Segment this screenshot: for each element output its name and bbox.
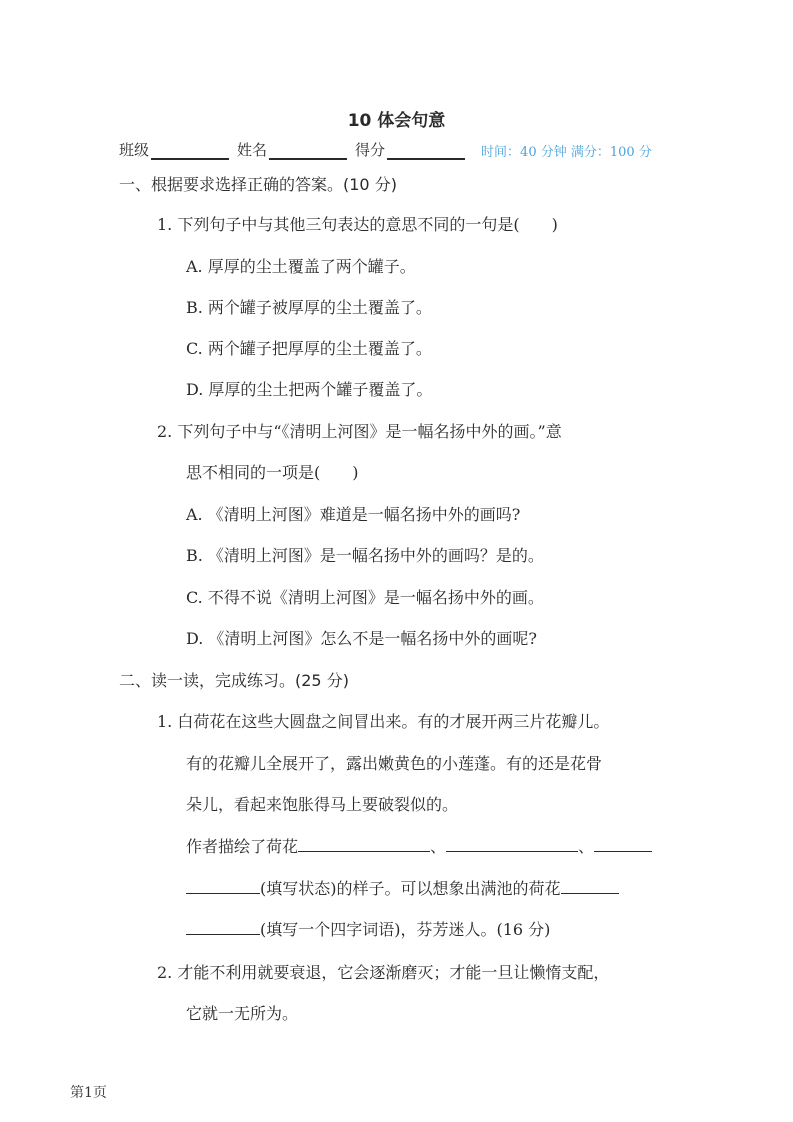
time-info: 时间：40 分钟 满分：100 分 — [481, 145, 652, 160]
separator: 、 — [578, 837, 595, 856]
q2-option-a[interactable]: A. 《清明上河图》难道是一幅名扬中外的画吗? — [186, 505, 521, 524]
fill-line-2 — [186, 876, 619, 899]
class-label: 班级 — [119, 141, 150, 159]
score-label: 得分 — [355, 141, 386, 159]
name-field[interactable] — [269, 144, 347, 160]
blank-state-3[interactable] — [594, 836, 652, 852]
fill-line-1 — [186, 834, 652, 857]
q1-option-b[interactable]: B. 两个罐子被厚厚的尘土覆盖了。 — [186, 298, 432, 317]
section2-heading: 二、读一读，完成练习。(25 分) — [119, 671, 349, 690]
q2-stem-line2: 思不相同的一项是( ) — [186, 463, 359, 482]
page-title: 10 体会句意 — [347, 111, 446, 131]
blank-state-1[interactable] — [298, 836, 430, 852]
separator: 、 — [430, 837, 447, 856]
q2-stem-line1: 2. 下列句子中与“《清明上河图》是一幅名扬中外的画。”意 — [157, 422, 562, 441]
passage-line-2: 有的花瓣儿全展开了，露出嫩黄色的小莲蓬。有的还是花骨 — [186, 754, 603, 773]
blank-state-3-cont[interactable] — [186, 878, 260, 894]
q2-option-b[interactable]: B. 《清明上河图》是一幅名扬中外的画吗？是的。 — [186, 546, 544, 565]
q2-line-1: 2. 才能不利用就要衰退，它会逐渐磨灭；才能一旦让懒惰支配， — [157, 963, 610, 982]
q2-option-c[interactable]: C. 不得不说《清明上河图》是一幅名扬中外的画。 — [186, 588, 544, 607]
q2-line-2: 它就一无所为。 — [186, 1004, 299, 1023]
fill-line-3 — [186, 917, 550, 940]
q2-option-d[interactable]: D. 《清明上河图》怎么不是一幅名扬中外的画呢? — [186, 629, 538, 648]
fill-line2-text: (填写状态)的样子。可以想象出满池的荷花 — [260, 879, 561, 898]
student-info-row — [119, 139, 652, 160]
section1-heading: 一、根据要求选择正确的答案。(10 分) — [119, 175, 397, 194]
q1-option-a[interactable]: A. 厚厚的尘土覆盖了两个罐子。 — [186, 257, 416, 276]
blank-state-2[interactable] — [446, 836, 578, 852]
fill-line3-text: (填写一个四字词语)，芬芳迷人。(16 分) — [260, 920, 551, 939]
q1-option-d[interactable]: D. 厚厚的尘土把两个罐子覆盖了。 — [186, 380, 433, 399]
passage-line-3: 朵儿，看起来饱胀得马上要破裂似的。 — [186, 795, 459, 814]
page-number: 第1页 — [70, 1085, 107, 1101]
name-label: 姓名 — [237, 141, 268, 159]
fill-prefix: 作者描绘了荷花 — [186, 837, 299, 856]
blank-four-char-word-cont[interactable] — [186, 919, 260, 935]
q1-option-c[interactable]: C. 两个罐子把厚厚的尘土覆盖了。 — [186, 339, 432, 358]
blank-four-char-word[interactable] — [561, 878, 619, 894]
score-field[interactable] — [387, 144, 465, 160]
class-field[interactable] — [151, 144, 229, 160]
q1-stem: 1. 下列句子中与其他三句表达的意思不同的一句是( ) — [157, 215, 558, 234]
passage-line-1: 1. 白荷花在这些大圆盘之间冒出来。有的才展开两三片花瓣儿。 — [157, 712, 610, 731]
